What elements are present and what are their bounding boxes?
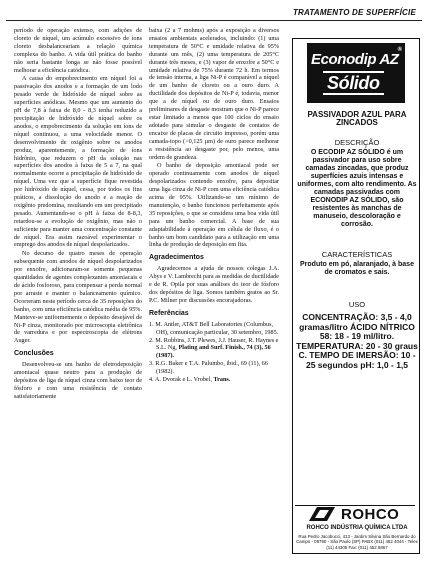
references-heading: Referências bbox=[149, 309, 189, 317]
acknowledgments-paragraph: Agradecemos a ajuda de nossos colegas J.A. Abys e V. Lambrecht para as medidas de ductilidade e de R. Opila por suas análises do teor de fósforo dos depósitos de liga. Somos também gratos ao Sr. P.C. Milner por discussões encorajadoras. bbox=[149, 265, 279, 304]
body-paragraph: No decurso de quatro meses de operação subsequente com anodos de níquel despolarizados por enxofre, adicionaram-se somente pequenas quantidades de agentes complexantes amoniacais e de ácido fosforoso, para compensar a perda normal por arraste e manter o balanceamento químico. Ocorreram neste período cerca de 35 reposições do banho, com uma eficiência catódica média de 95%. Manteve-se uniformemente o depósito desejável de Ni-P cinza, monitorado por microscopia eletrônica de varredura e por espectroscopia de elétrons Auger. bbox=[14, 250, 142, 345]
reference-item: 4. A. Dvorak e L. Vrobel, Trans. bbox=[149, 376, 231, 384]
column-middle bbox=[149, 27, 279, 384]
body-paragraph: período de operação extenso, com adições de cloreto de níquel, um acúmulo excessivo de íons cloreto desbalanceariam a relação química complexa do banho. A vida útil prática do banho não seria bastante longa se não fosse possível melhorar a eficiência catódica. bbox=[14, 27, 142, 74]
reference-item: 2. M. Robbins, J.T. Plewes, J.J. Hauser, R. Haynes e S.L. Ng, Plating and Surf. Finish., 74 (3), 56 (1987). bbox=[149, 336, 279, 360]
conclusion-heading: Conclusões bbox=[14, 350, 54, 358]
section-title: TRATAMENTO DE SUPERFÍCIE bbox=[292, 8, 416, 17]
acknowledgments-heading: Agradecimentos bbox=[149, 254, 204, 262]
description-label: DESCRIÇÃO bbox=[334, 138, 380, 147]
advertisement bbox=[292, 38, 420, 554]
description-text: O ECODIP AZ SÓLIDO é um passivador para uso sobre camadas zincadas, que produz superfícies azuis intensas e uniformes, com alto rendimento. As camadas passivadas com ECONODIP AZ SÓLIDO, são resistentes às manchas de manuseio, descoloração e corrosão. bbox=[297, 149, 417, 228]
header-rule bbox=[6, 20, 422, 21]
use-label: USO bbox=[348, 300, 366, 309]
use-text: CONCENTRAÇÃO: 3,5 - 4,0 gramas/litro ÁCIDO NÍTRICO 58: 18 - 19 ml/litro. TEMPERATURA: 20 - 30 graus C. TEMPO DE IMERSÃO: 10 - 25 segundos pH: 1,0 - 1,5 bbox=[296, 312, 418, 370]
body-paragraph: O banho de deposição amoniacal pode ser operado continuamente com anodos de níquel despolarizados contendo enxofre, para depositar uma liga cinza de Ni-P com uma eficiência catódica acima de 95%. Utilizando-se um mínimo de manutenção, o banho funcionou perfeitamente após 35 reposições, o que se considera uma boa vida útil para um banho comercial. A base de sua adaptabilidade à operação em célula de fluxo, é o banho um bom candidato para a utilização em uma linha de produção de deposição em fita. bbox=[149, 162, 279, 249]
logo-line-1: Econodip AZ bbox=[311, 51, 399, 68]
product-logo bbox=[307, 43, 405, 103]
registered-mark: ® bbox=[397, 47, 402, 53]
ad-title: PASSIVADOR AZUL PARA ZINCADOS bbox=[307, 110, 407, 127]
column-left bbox=[14, 27, 142, 401]
rohco-logo-icon bbox=[309, 507, 335, 521]
reference-item: 3. R.G. Baker e T.A. Palumbo, ibid., 69 (11), 66 (1982). bbox=[149, 360, 268, 376]
body-paragraph: baixa (2 a 7 mohms) após a exposição a diversos ensaios ambientais acelerados, incluindo: (1) uma temperatura de 50°C e umidade relativa de 95% durante um mês, (2) uma temperatura de 205°C durante três meses, e (3) vapor de enxofre a 50°C e umidade relativa de 75% durante 72 h. Em termos de tensão interna, a liga Ni-P é comparável a níquel de um banho de cloreto ou a ouro duro. A ductilidade dos depósitos de Ni-P é, todavia, menor que a de níquel ou de ouro duro. Ensaios preliminares de desgaste mostram que o Ni-P parece estar limitado a menos que 100 ciclos do ensaio adotado para simular o desgaste de contatos de encaixe de placas de circuito impresso, porém uma camada-topo (>0,125 µm) de ouro parece melhorar a resistência ao desgaste por, pelo menos, uma ordem de grandeza. bbox=[149, 27, 279, 161]
company-name: ROHCO INDÚSTRIA QUÍMICA LTDA bbox=[306, 525, 408, 531]
logo-line-2: Sólido bbox=[323, 73, 384, 94]
characteristics-text: Produto em pó, alaranjado, à base de cromatos e sais. bbox=[300, 261, 414, 276]
brand-name: ROHCO bbox=[341, 506, 400, 523]
page-header bbox=[0, 0, 428, 24]
body-paragraph: A causa do empobrecimento em níquel foi a passivação dos anodos e a formação de um lodo pesado verde de hidróxido de níquel sobre as superfícies anódicas. Mesmo que um aumento do pH de 7,8 à faixa de 8,0 - 8,3 tenha reduzido a precipitação de hidróxido de níquel sobre os anodos, o empobrecimento da solução em íons de níquel continuou, a uma velocidade menor. O desenvolvimento de oxigênio sobre os anodos produz, aparentemente, a formação de íons hidrônio, que reduzem o pH da solução nas superfícies dos anodos à faixa de 5 a 7, na qual normalmente ocorre a precipitação de hidróxido de níquel. Uma vez que a superfície fique revestida por hidróxido de níquel, cessa, por todos os fins práticos, a dissolução do anodo e a reação de oxigênio predomina, resultando em um precipitado pesado. Aumentando-se o pH à faixa de 8-8,3, retardou-se a evolução de oxigênio, mas não o suficiente para manter uma concentração constante de níquel. Era assim razoável experimentar o emprego dos anodos de níquel despolarizados. bbox=[14, 75, 142, 249]
characteristics-label: CARACTERÍSTICAS bbox=[321, 250, 393, 259]
conclusion-paragraph: Desenvolveu-se um banho de eletrodeposição amoniacal quase neutro para a produção de depósitos de liga de níquel cinza com baixo teor de fósforo e com uma resistência de contato satisfatoriamente bbox=[14, 361, 142, 400]
company-address: Rua Pedro Jacobucci, 413 - Jardim Silvina São Bernardo do Campo - 09790 - São Paulo (SP) PABX (011) 452 4044 - Telex (11) 44305 Fax: (011) 452 6867 bbox=[296, 534, 418, 550]
reference-list bbox=[149, 321, 279, 384]
reference-item: 1. M. Antler, AT&T Bell Laboratories (Columbus, OH), comunicação particular, 30 setembro, 1985. bbox=[149, 320, 279, 336]
